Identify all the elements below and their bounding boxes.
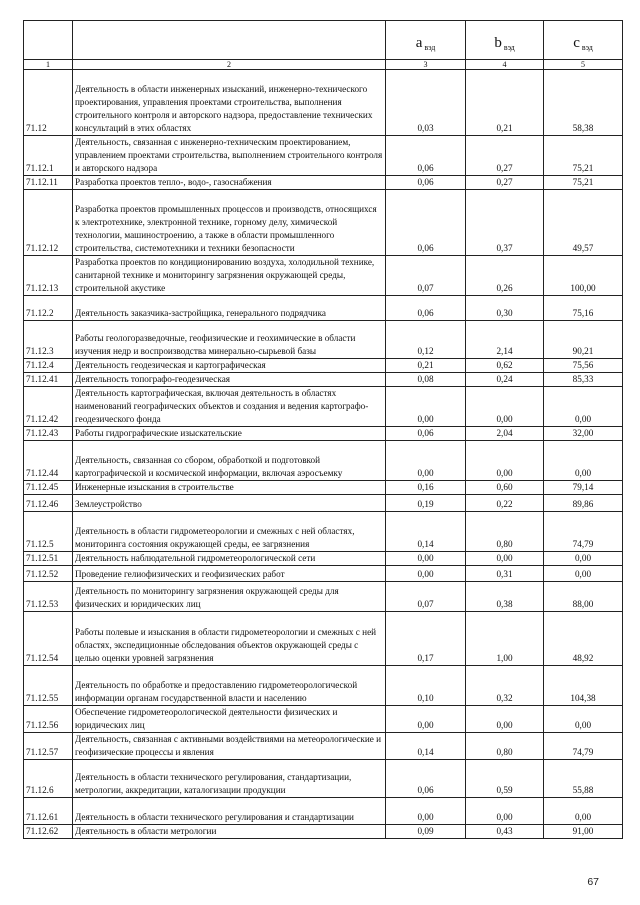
table-row: [24, 296, 623, 321]
column-index-cell: 2: [73, 60, 386, 70]
table-row: [24, 666, 623, 706]
coef-a-cell: 0,03: [386, 70, 466, 136]
coef-c-cell: 48,92: [544, 612, 623, 666]
activity-description-cell: Деятельность картографическая, включая деятельность в областях наименований географических объектов и создания и ведения картографо-геодезического фонда: [73, 387, 386, 427]
page-number: 67: [587, 876, 599, 888]
table-row: [24, 481, 623, 495]
coef-b-cell: 0,21: [466, 70, 544, 136]
activity-description-cell: Деятельность, связанная со сбором, обработкой и подготовкой картографической и космической информации, включая аэросъемку: [73, 441, 386, 481]
table-row: [24, 495, 623, 512]
coef-c-cell: 88,00: [544, 582, 623, 612]
activity-description-cell: Деятельность в области технического регулирования и стандартизации: [73, 798, 386, 825]
coef-c-cell: 85,33: [544, 373, 623, 387]
activity-code-cell: 71.12.44: [24, 441, 73, 481]
activity-description-cell: Деятельность в области технического регулирования, стандартизации, метрологии, аккредитации, каталогизации продукции: [73, 760, 386, 798]
coef-a-cell: 0,06: [386, 136, 466, 176]
table-row: [24, 825, 623, 839]
activity-description-cell: Деятельность, связанная с активными воздействиями на метеорологические и геофизические процессы и явления: [73, 733, 386, 760]
header-b-sub: вэд: [503, 43, 515, 52]
table-row: [24, 359, 623, 373]
coef-a-cell: 0,21: [386, 359, 466, 373]
coef-c-cell: 49,57: [544, 190, 623, 256]
activity-code-cell: 71.12.51: [24, 552, 73, 566]
activity-description-cell: Деятельность, связанная с инженерно-техническим проектированием, управлением проектами строительства, выполнением строительного контроля и авторского надзора: [73, 136, 386, 176]
activity-description-cell: Работы полевые и изыскания в области гидрометеорологии и смежных с ней областях, экспедиционные обследования объектов окружающей среды с целью оценки уровней загрязнения: [73, 612, 386, 666]
table-row: [24, 441, 623, 481]
activity-code-cell: 71.12.52: [24, 566, 73, 582]
coef-a-cell: 0,12: [386, 321, 466, 359]
activity-description-cell: Проведение гелиофизических и геофизических работ: [73, 566, 386, 582]
table-row: [24, 798, 623, 825]
activity-code-cell: 71.12.61: [24, 798, 73, 825]
header-c-sub: вэд: [581, 43, 593, 52]
coef-b-cell: 0,62: [466, 359, 544, 373]
column-index-cell: 5: [544, 60, 623, 70]
coef-c-cell: 74,79: [544, 733, 623, 760]
activity-description-cell: Разработка проектов промышленных процессов и производств, относящихся к электротехнике, электронной технике, горному делу, химической технологии, машиностроению, а также в области промышленного строительства, системотехники и техники безопасности: [73, 190, 386, 256]
coef-a-cell: 0,00: [386, 798, 466, 825]
coef-c-cell: 0,00: [544, 552, 623, 566]
activity-coefficients-table: [23, 20, 623, 839]
activity-code-cell: 71.12.11: [24, 176, 73, 190]
table-row: [24, 190, 623, 256]
activity-description-cell: Разработка проектов по кондиционированию воздуха, холодильной технике, санитарной технике и мониторингу загрязнения окружающей среды, строительной акустике: [73, 256, 386, 296]
column-index-cell: 1: [24, 60, 73, 70]
activity-code-cell: 71.12.55: [24, 666, 73, 706]
coef-b-cell: 2,04: [466, 427, 544, 441]
header-desc-cell: [73, 21, 386, 60]
coef-a-cell: 0,14: [386, 733, 466, 760]
coef-a-cell: 0,06: [386, 176, 466, 190]
activity-description-cell: Работы гидрографические изыскательские: [73, 427, 386, 441]
coef-b-cell: 1,00: [466, 612, 544, 666]
activity-code-cell: 71.12.53: [24, 582, 73, 612]
table-row: [24, 552, 623, 566]
coef-b-cell: 0,30: [466, 296, 544, 321]
activity-code-cell: 71.12.42: [24, 387, 73, 427]
coef-a-cell: 0,07: [386, 256, 466, 296]
coef-b-cell: 0,24: [466, 373, 544, 387]
activity-code-cell: 71.12.4: [24, 359, 73, 373]
coef-a-cell: 0,00: [386, 706, 466, 733]
coef-a-cell: 0,10: [386, 666, 466, 706]
activity-description-cell: Деятельность топографо-геодезическая: [73, 373, 386, 387]
coef-b-cell: 0,37: [466, 190, 544, 256]
activity-description-cell: Деятельность в области метрологии: [73, 825, 386, 839]
coef-b-cell: 0,00: [466, 552, 544, 566]
header-c-cell: [544, 21, 623, 60]
activity-code-cell: 71.12.54: [24, 612, 73, 666]
coef-b-cell: 0,00: [466, 441, 544, 481]
coef-b-cell: 0,38: [466, 582, 544, 612]
activity-code-cell: 71.12.1: [24, 136, 73, 176]
coef-c-cell: 0,00: [544, 387, 623, 427]
table-row: [24, 387, 623, 427]
activity-code-cell: 71.12.43: [24, 427, 73, 441]
activity-description-cell: Обеспечение гидрометеорологической деятельности физических и юридических лиц: [73, 706, 386, 733]
header-b-cell: [466, 21, 544, 60]
coef-b-cell: 0,27: [466, 136, 544, 176]
table-row: [24, 176, 623, 190]
coef-a-cell: 0,06: [386, 296, 466, 321]
activity-code-cell: 71.12.46: [24, 495, 73, 512]
coef-b-cell: 0,00: [466, 706, 544, 733]
coef-c-cell: 58,38: [544, 70, 623, 136]
coef-c-cell: 75,21: [544, 176, 623, 190]
table-row: [24, 612, 623, 666]
activity-description-cell: Деятельность наблюдательной гидрометеорологической сети: [73, 552, 386, 566]
activity-code-cell: 71.12.5: [24, 512, 73, 552]
column-index-cell: 3: [386, 60, 466, 70]
table-row: [24, 136, 623, 176]
coef-c-cell: 55,88: [544, 760, 623, 798]
header-code-cell: [24, 21, 73, 60]
activity-code-cell: 71.12.45: [24, 481, 73, 495]
activity-code-cell: 71.12.3: [24, 321, 73, 359]
coef-b-cell: 0,59: [466, 760, 544, 798]
table-row: [24, 427, 623, 441]
activity-description-cell: Работы геологоразведочные, геофизические и геохимические в области изучения недр и воспроизводства минерально-сырьевой базы: [73, 321, 386, 359]
coef-a-cell: 0,08: [386, 373, 466, 387]
coef-b-cell: 0,80: [466, 512, 544, 552]
coef-a-cell: 0,06: [386, 190, 466, 256]
activity-description-cell: Разработка проектов тепло-, водо-, газоснабжения: [73, 176, 386, 190]
activity-code-cell: 71.12.6: [24, 760, 73, 798]
table-row: [24, 256, 623, 296]
header-a-sub: вэд: [424, 43, 436, 52]
coef-b-cell: 0,60: [466, 481, 544, 495]
coef-a-cell: 0,00: [386, 387, 466, 427]
coef-a-cell: 0,14: [386, 512, 466, 552]
coef-c-cell: 75,16: [544, 296, 623, 321]
coef-b-cell: 0,80: [466, 733, 544, 760]
activity-code-cell: 71.12.62: [24, 825, 73, 839]
coef-a-cell: 0,09: [386, 825, 466, 839]
coef-c-cell: 0,00: [544, 706, 623, 733]
header-a-cell: [386, 21, 466, 60]
activity-description-cell: Деятельность заказчика-застройщика, генерального подрядчика: [73, 296, 386, 321]
header-a-label: a: [415, 35, 423, 51]
coef-a-cell: 0,19: [386, 495, 466, 512]
table-row: [24, 760, 623, 798]
coef-c-cell: 104,38: [544, 666, 623, 706]
activity-description-cell: Деятельность в области инженерных изысканий, инженерно-технического проектирования, управления проектами строительства, выполнения строительного контроля и авторского надзора, предоставление технических консультаций в этих областях: [73, 70, 386, 136]
coef-c-cell: 90,21: [544, 321, 623, 359]
coef-c-cell: 32,00: [544, 427, 623, 441]
coef-a-cell: 0,00: [386, 566, 466, 582]
coef-b-cell: 0,27: [466, 176, 544, 190]
coef-c-cell: 0,00: [544, 798, 623, 825]
activity-code-cell: 71.12.57: [24, 733, 73, 760]
activity-code-cell: 71.12.12: [24, 190, 73, 256]
coef-a-cell: 0,07: [386, 582, 466, 612]
table-row: [24, 321, 623, 359]
coef-b-cell: 0,22: [466, 495, 544, 512]
coef-b-cell: 2,14: [466, 321, 544, 359]
coef-c-cell: 74,79: [544, 512, 623, 552]
coef-a-cell: 0,16: [386, 481, 466, 495]
activity-description-cell: Деятельность геодезическая и картографическая: [73, 359, 386, 373]
activity-description-cell: Инженерные изыскания в строительстве: [73, 481, 386, 495]
coef-c-cell: 91,00: [544, 825, 623, 839]
activity-description-cell: Деятельность по обработке и предоставлению гидрометеорологической информации органам государственной власти и населению: [73, 666, 386, 706]
column-index-cell: 4: [466, 60, 544, 70]
table-row: [24, 582, 623, 612]
coef-c-cell: 75,56: [544, 359, 623, 373]
coef-c-cell: 0,00: [544, 441, 623, 481]
activity-code-cell: 71.12.2: [24, 296, 73, 321]
coef-a-cell: 0,06: [386, 427, 466, 441]
header-b-label: b: [494, 35, 502, 51]
coef-c-cell: 75,21: [544, 136, 623, 176]
coef-b-cell: 0,00: [466, 798, 544, 825]
coef-b-cell: 0,00: [466, 387, 544, 427]
activity-description-cell: Деятельность по мониторингу загрязнения окружающей среды для физических и юридических лиц: [73, 582, 386, 612]
activity-code-cell: 71.12.56: [24, 706, 73, 733]
table-row: [24, 706, 623, 733]
header-c-label: c: [573, 35, 580, 51]
table-row: [24, 566, 623, 582]
coef-c-cell: 100,00: [544, 256, 623, 296]
coef-b-cell: 0,32: [466, 666, 544, 706]
table-row: [24, 512, 623, 552]
coef-a-cell: 0,17: [386, 612, 466, 666]
activity-code-cell: 71.12: [24, 70, 73, 136]
activity-code-cell: 71.12.13: [24, 256, 73, 296]
table-row: [24, 733, 623, 760]
coef-a-cell: 0,00: [386, 552, 466, 566]
header-row: [24, 21, 623, 60]
coef-b-cell: 0,31: [466, 566, 544, 582]
table-row: [24, 70, 623, 136]
coef-c-cell: 0,00: [544, 566, 623, 582]
column-index-row: [24, 60, 623, 70]
activity-description-cell: Деятельность в области гидрометеорологии и смежных с ней областях, мониторинга состояния окружающей среды, ее загрязнения: [73, 512, 386, 552]
coef-b-cell: 0,43: [466, 825, 544, 839]
coef-c-cell: 89,86: [544, 495, 623, 512]
coef-b-cell: 0,26: [466, 256, 544, 296]
activity-description-cell: Землеустройство: [73, 495, 386, 512]
table-row: [24, 373, 623, 387]
activity-code-cell: 71.12.41: [24, 373, 73, 387]
coef-a-cell: 0,06: [386, 760, 466, 798]
coef-a-cell: 0,00: [386, 441, 466, 481]
coef-c-cell: 79,14: [544, 481, 623, 495]
